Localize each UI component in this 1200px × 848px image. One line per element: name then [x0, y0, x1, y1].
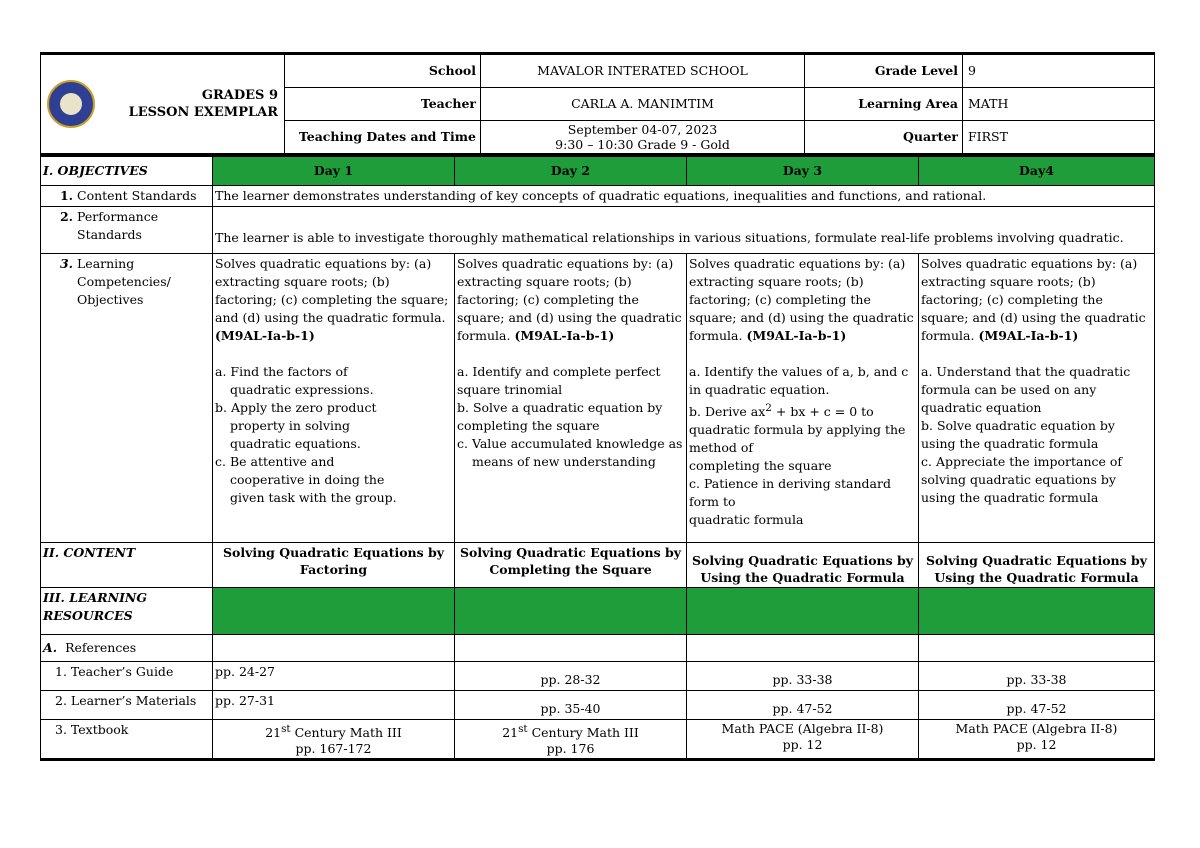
- dates-label: Teaching Dates and Time: [285, 121, 481, 154]
- quarter-value: FIRST: [963, 121, 1155, 154]
- tg-day-3: pp. 33-38: [687, 662, 919, 691]
- objectives-label: I. OBJECTIVES: [41, 156, 213, 186]
- grades-title: GRADES 9: [201, 88, 278, 103]
- lm-day-3: pp. 47-52: [687, 691, 919, 720]
- day-4-competencies: Solves quadratic equations by: (a) extracting square roots; (b) factoring; (c) completing the square; and (d) using the quadratic formula. (M9AL-Ia-b-1) a. Understand that the quadratic formula can be used on any quadratic equation b. Solve quadratic equation by using the quadratic formula c. Appreciate the importance of solving quadratic equations by using the quadratic formula: [919, 254, 1155, 543]
- lm-day-1: pp. 27-31: [213, 691, 455, 720]
- day-1-content: Solving Quadratic Equations by Factoring: [213, 543, 455, 588]
- school-value: MAVALOR INTERATED SCHOOL: [481, 54, 805, 88]
- tb-day-3: Math PACE (Algebra II-8) pp. 12: [687, 720, 919, 760]
- tg-day-2: pp. 28-32: [455, 662, 687, 691]
- header-table: [40, 52, 1155, 154]
- dates-line-2: 9:30 – 10:30 Grade 9 - Gold: [555, 137, 730, 152]
- performance-standards-label: 2. Performance Standards: [41, 207, 213, 254]
- tg-day-4: pp. 33-38: [919, 662, 1155, 691]
- day-1-competencies: Solves quadratic equations by: (a) extracting square roots; (b) factoring; (c) completing the square; and (d) using the quadratic formula. (M9AL-Ia-b-1) a. Find the factors of quadratic expressions. b. Apply the zero product property in solving quadratic equations. c. Be attentive and cooperative in doing the given task with the group.: [213, 254, 455, 543]
- tg-day-1: pp. 24-27: [213, 662, 455, 691]
- performance-standards-text: The learner is able to investigate thoroughly mathematical relationships in various situations, formulate real-life problems involving quadratic.: [213, 207, 1155, 254]
- tb-day-4: Math PACE (Algebra II-8) pp. 12: [919, 720, 1155, 760]
- resources-green-4: [919, 588, 1155, 635]
- day-2-competencies: Solves quadratic equations by: (a) extracting square roots; (b) factoring; (c) completing the square; and (d) using the quadratic formula. (M9AL-Ia-b-1) a. Identify and complete perfect square trinomial b. Solve a quadratic equation by completing the square c. Value accumulated knowledge as means of new understanding: [455, 254, 687, 543]
- resources-green-2: [455, 588, 687, 635]
- lm-day-2: pp. 35-40: [455, 691, 687, 720]
- day-3-content: Solving Quadratic Equations by Using the Quadratic Formula: [687, 543, 919, 588]
- day-1-header: Day 1: [213, 156, 455, 186]
- lm-day-4: pp. 47-52: [919, 691, 1155, 720]
- learning-area-value: MATH: [963, 88, 1155, 121]
- grade-level-value: 9: [963, 54, 1155, 88]
- learning-competencies-label: 3. Learning Competencies/ Objectives: [41, 254, 213, 543]
- references-label: A. References: [41, 635, 213, 662]
- tb-day-1: 21st Century Math III pp. 167-172: [213, 720, 455, 760]
- lesson-exemplar-title: LESSON EXEMPLAR: [128, 105, 278, 120]
- content-standards-text: The learner demonstrates understanding of key concepts of quadratic equations, inequalities and functions, and rational.: [213, 186, 1155, 207]
- day-4-content: Solving Quadratic Equations by Using the Quadratic Formula: [919, 543, 1155, 588]
- day-2-header: Day 2: [455, 156, 687, 186]
- school-label: School: [285, 54, 481, 88]
- learners-materials-label: 2. Learner’s Materials: [41, 691, 213, 720]
- textbook-label: 3. Textbook: [41, 720, 213, 760]
- tb-day-2: 21st Century Math III pp. 176: [455, 720, 687, 760]
- dates-value: [481, 121, 805, 154]
- content-standards-label: 1. Content Standards: [41, 186, 213, 207]
- main-table: [40, 154, 1155, 761]
- quarter-label: Quarter: [805, 121, 963, 154]
- learning-area-label: Learning Area: [805, 88, 963, 121]
- logo-cell: [41, 54, 285, 154]
- teacher-label: Teacher: [285, 88, 481, 121]
- day-3-competencies: Solves quadratic equations by: (a) extracting square roots; (b) factoring; (c) completing the square; and (d) using the quadratic formula. (M9AL-Ia-b-1) a. Identify the values of a, b, and c in quadratic equation. b. Derive $ax^2$ + bx + c = 0 to quadratic formula by applying the method of completing the square c. Patience in deriving standard form to quadratic formula: [687, 254, 919, 543]
- teachers-guide-label: 1. Teacher’s Guide: [41, 662, 213, 691]
- lesson-exemplar-page: [40, 52, 1154, 761]
- resources-green-3: [687, 588, 919, 635]
- dates-line-1: September 04-07, 2023: [567, 122, 718, 137]
- content-label: II. CONTENT: [41, 543, 213, 588]
- teacher-value: CARLA A. MANIMTIM: [481, 88, 805, 121]
- day-3-header: Day 3: [687, 156, 919, 186]
- deped-seal-icon: [47, 80, 95, 128]
- resources-green-1: [213, 588, 455, 635]
- grade-level-label: Grade Level: [805, 54, 963, 88]
- day-2-content: Solving Quadratic Equations by Completing the Square: [455, 543, 687, 588]
- day-4-header: Day4: [919, 156, 1155, 186]
- learning-resources-label: III. LEARNING RESOURCES: [41, 588, 213, 635]
